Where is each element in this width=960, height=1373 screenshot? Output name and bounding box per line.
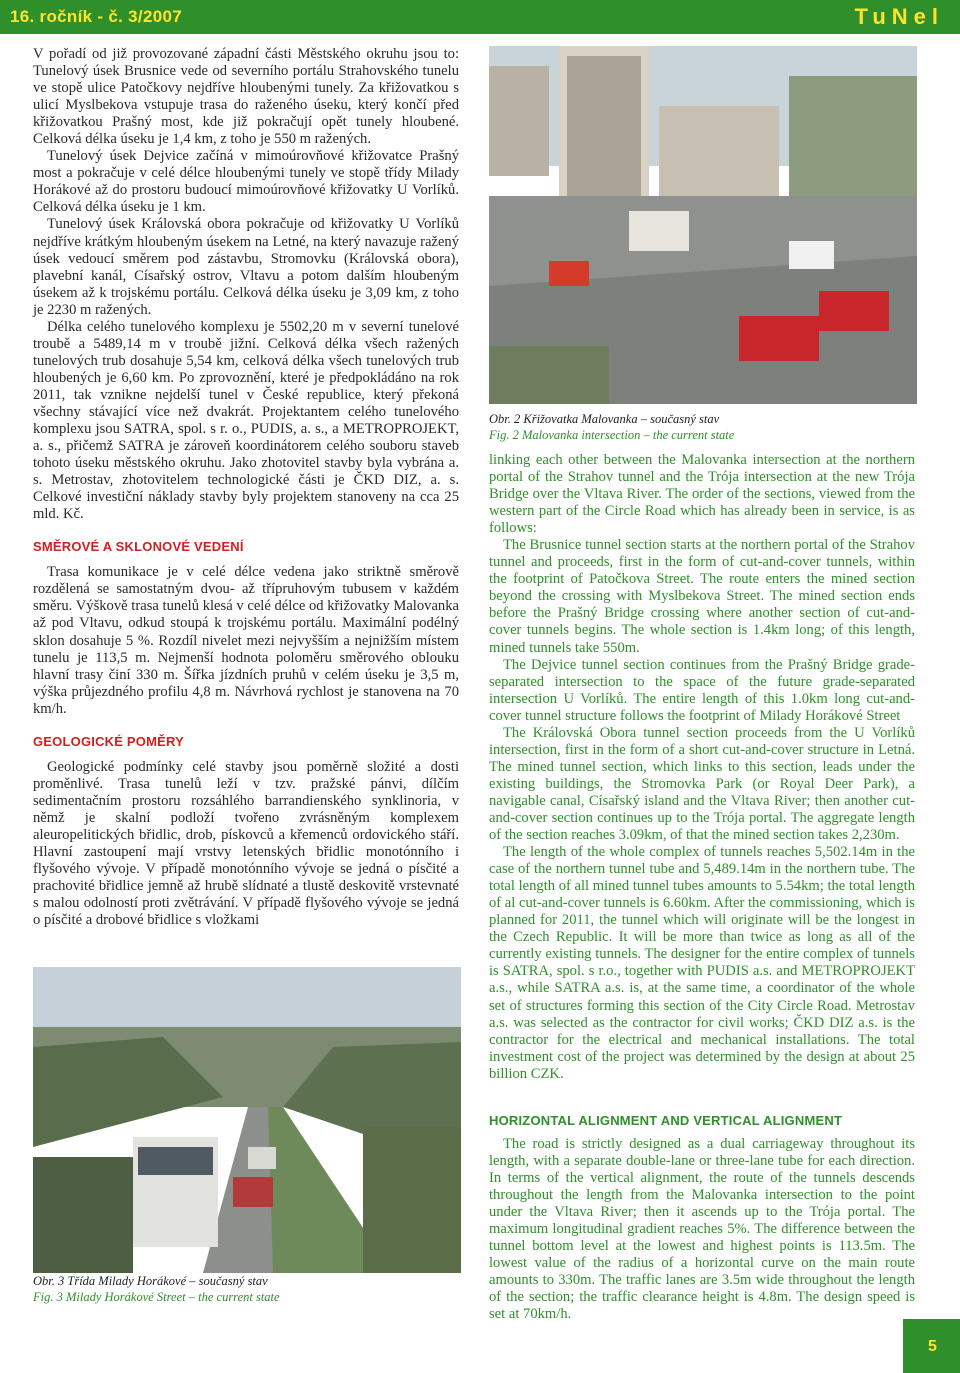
page-number: 5: [928, 1338, 937, 1355]
caption-cz: Obr. 3 Třída Milady Horákové – současný stav: [33, 1274, 268, 1288]
caption-cz: Obr. 2 Křižovatka Malovanka – současný stav: [489, 412, 720, 426]
paragraph: V pořadí od již provozované západní části Městského okruhu jsou to: Tunelový úsek Brusnice vede od severního portálu Strahovského tunelu ve stopě ulice Patočkovy nejdříve hloubenými tunely. Za křižovatkou s ulicí Myslbekova vstupuje trasa do raženého úseku, který končí před křižovatkou Prašný most, kde již pokračují opět tunely hloubené. Celková délka úseku je 1,4 km, z toho je 550 m ražených.: [33, 46, 459, 148]
figure-2-caption: [489, 411, 915, 443]
page-number-box: [903, 1319, 960, 1373]
paragraph: The road is strictly designed as a dual carriageway throughout its length, with a separate double-lane or three-lane tube for each direction. In terms of the vertical alignment, the route of the tunnels descends throughout the length from the Malovanka intersection to the point under the Vltava River; then it ascends up to the Trója portal. The maximum longitudinal gradient reaches 5%. The difference between the tunnel bottom level at the lowest and highest points is 113.5m. The lowest value of the radius of a horizontal curve on the main route amounts to 330m. The traffic lanes are 3.5m wide throughout the length of the section; the traffic clearance height is 4.8m. The design speed is set at 70km/h.: [489, 1136, 915, 1323]
paragraph: The Brusnice tunnel section starts at the northern portal of the Strahov tunnel and proceeds, first in the form of cut-and-cover tunnels, within the footprint of Patočkova Street. The route enters the mined section beyond the crossing with Myslbekova Street. The mined section ends before the Prašný Bridge crossing where another section of cut-and-cover tunnels begins. The whole section is 1.4km long; of this length, mined tunnels take 550m.: [489, 537, 915, 656]
right-column: [489, 452, 915, 1083]
paragraph: Trasa komunikace je v celé délce vedena jako striktně směrově rozdělená se samostatným dvou- až třípruhovým tubusem v každém směru. Výškově trasa tunelů klesá v celé délce od křižovatky Malovanka až pod Vltavu, odkud stoupá k trojskému portálu. Maximální podélný sklon dosahuje 5 %. Rozdíl nivelet mezi nejvyšším a nejnižším místem tunelu je 113,5 m. Nejmenší hodnota poloměru směrového oblouku hlavní trasy činí 330 m. Šířka jízdních pruhů v celém úseku je 3,5 m, výška průjezdného profilu 4,8 m. Návrhová rychlost je stanovena na 70 km/h.: [33, 564, 459, 717]
paragraph: Geologické podmínky celé stavby jsou poměrně složité a dosti proměnlivé. Trasa tunelů leží v tzv. pražské pánvi, dílčím sedimentačním prostoru rozsáhlého barrandienského synklinoria, v němž je skalní podloží tvořeno zvrásněným komplexem aleuropelitických břidlic, drob, pískovců a křemenců ordovického stáří. Hlavní zastoupení mají vrstvy letenských břidlic monotónního i flyšového vývoje. V případě monotónního vývoje se jedná o písčité a prachovité břidlice jemně až hrubě slídnaté a tlustě deskovitě vrstevnaté s malou odolností proti zvětrávání. V případě flyšového vývoje se jedná o písčité a drobové břidlice s vložkami: [33, 758, 459, 929]
section-heading: GEOLOGICKÉ POMĚRY: [33, 733, 184, 749]
milady-horakove-street-photo: [33, 967, 461, 1273]
section-heading: HORIZONTAL ALIGNMENT AND VERTICAL ALIGNMENT: [489, 1113, 843, 1128]
malovanka-intersection-photo: [489, 46, 917, 404]
paragraph: The Královská Obora tunnel section proceeds from the U Vorlíků intersection, first in the form of a short cut-and-cover structure in Letná. The mined tunnel section, which links to this section, leads under the existing buildings, the Stromovka Park (or Royal Deer Park), a navigable canal, Císařský island and the Vltava River; then another cut-and-cover section continues up to the Trója portal. The aggregate length of the section reaches 3.09km, of that the mined section takes 2,230m.: [489, 724, 915, 844]
figure-3-caption: [33, 1273, 459, 1305]
caption-en: Fig. 3 Milady Horákové Street – the current state: [33, 1290, 280, 1304]
paragraph: linking each other between the Malovanka intersection at the northern portal of the Strahov tunnel and the Trója intersection at the new Trója Bridge over the Vltava River. The order of the sections, viewed from the western part of the Circle Road which has already been in service, is as follows:: [489, 452, 915, 537]
paragraph: Tunelový úsek Královská obora pokračuje od křižovatky U Vorlíků nejdříve krátkým hloubeným úsekem na Letné, na který navazuje ražený úsek vedoucí směrem pod zástavbu, Stromovku (Královská obora), plavební kanál, Císařský ostrov, Vltavu a potom dalším hloubeným úsekem až k trojskému portálu. Celková délka úseku je 3,09 km, z toho je 2230 m ražených.: [33, 216, 459, 318]
tunel-logo: TuNel: [854, 4, 944, 29]
section-heading: SMĚROVÉ A SKLONOVÉ VEDENÍ: [33, 539, 244, 555]
paragraph: The length of the whole complex of tunnels reaches 5,502.14m in the case of the northern tunnel tube and 5,489.14m in the northern tube. The total length of all mined tunnel tubes amounts to 5.54km; the total length of al cut-and-cover tunnels is 6.60km. After the commissioning, which is planned for 2011, the tunnel which will originate will be the longest in the Czech Republic. It will be more than twice as long as all of the currently existing tunnels. The designer for the entire complex of tunnels is SATRA, spol. s r.o., together with PUDIS a.s. and METROPROJEKT a.s., while SATRA a.s. is, at the same time, a coordinator of the whole set of structures forming this section of the City Circle Road. Metrostav a.s. was selected as the contractor for civil works; ČKD DIZ a.s. is the contractor for the electrical and mechanical installations. The total investment cost of the project was determined by the design at about 25 billion CZK.: [489, 844, 915, 1082]
paragraph: The Dejvice tunnel section continues from the Prašný Bridge grade-separated intersection to the space of the future grade-separated intersection U Vorlíků. The entire length of this 1.0km long cut-and-cover tunnel structure follows the footprint of Milady Horákové Street: [489, 656, 915, 724]
paragraph: Délka celého tunelového komplexu je 5502,20 m v severní tunelové troubě a 5489,14 m v troubě jižní. Celková délka všech ražených tunelových trub dosahuje 5,54 km, celková délka všech tunelových trub hloubených je 6,60 km. Po zprovoznění, které je předpokládáno na rok 2011, tak vznikne nejdelší tunel v České republice, který překoná všechny stávající více než dvakrát. Projektantem celého tunelového komplexu jsou SATRA, spol. s r. o., PUDIS, a. s., a METROPROJEKT, a. s., přičemž SATRA je zároveň koordinátorem celého souboru staveb tohoto úseku městského okruhu. Jako zhotovitel stavby byla vybrána a. s. Metrostav, zhotovitelem technologické části je ČKD DIZ, a. s. Celkové investiční náklady stavby byly projektem stanoveny na cca 25 mld. Kč.: [33, 318, 459, 523]
paragraph: Tunelový úsek Dejvice začíná v mimoúrovňové křižovatce Prašný most a pokračuje v celé délce hloubenými tunely ve stopě třídy Milady Horákové až do prostoru budoucí mimoúrovňové křižovatky U Vorlíků. Celková délka úseku je 1 km.: [33, 148, 459, 216]
header-bar: [0, 0, 960, 34]
issue-label: 16. ročník - č. 3/2007: [10, 7, 182, 26]
left-column: [33, 46, 459, 929]
caption-en: Fig. 2 Malovanka intersection – the current state: [489, 428, 735, 442]
right-column-bottom: [489, 1136, 915, 1324]
